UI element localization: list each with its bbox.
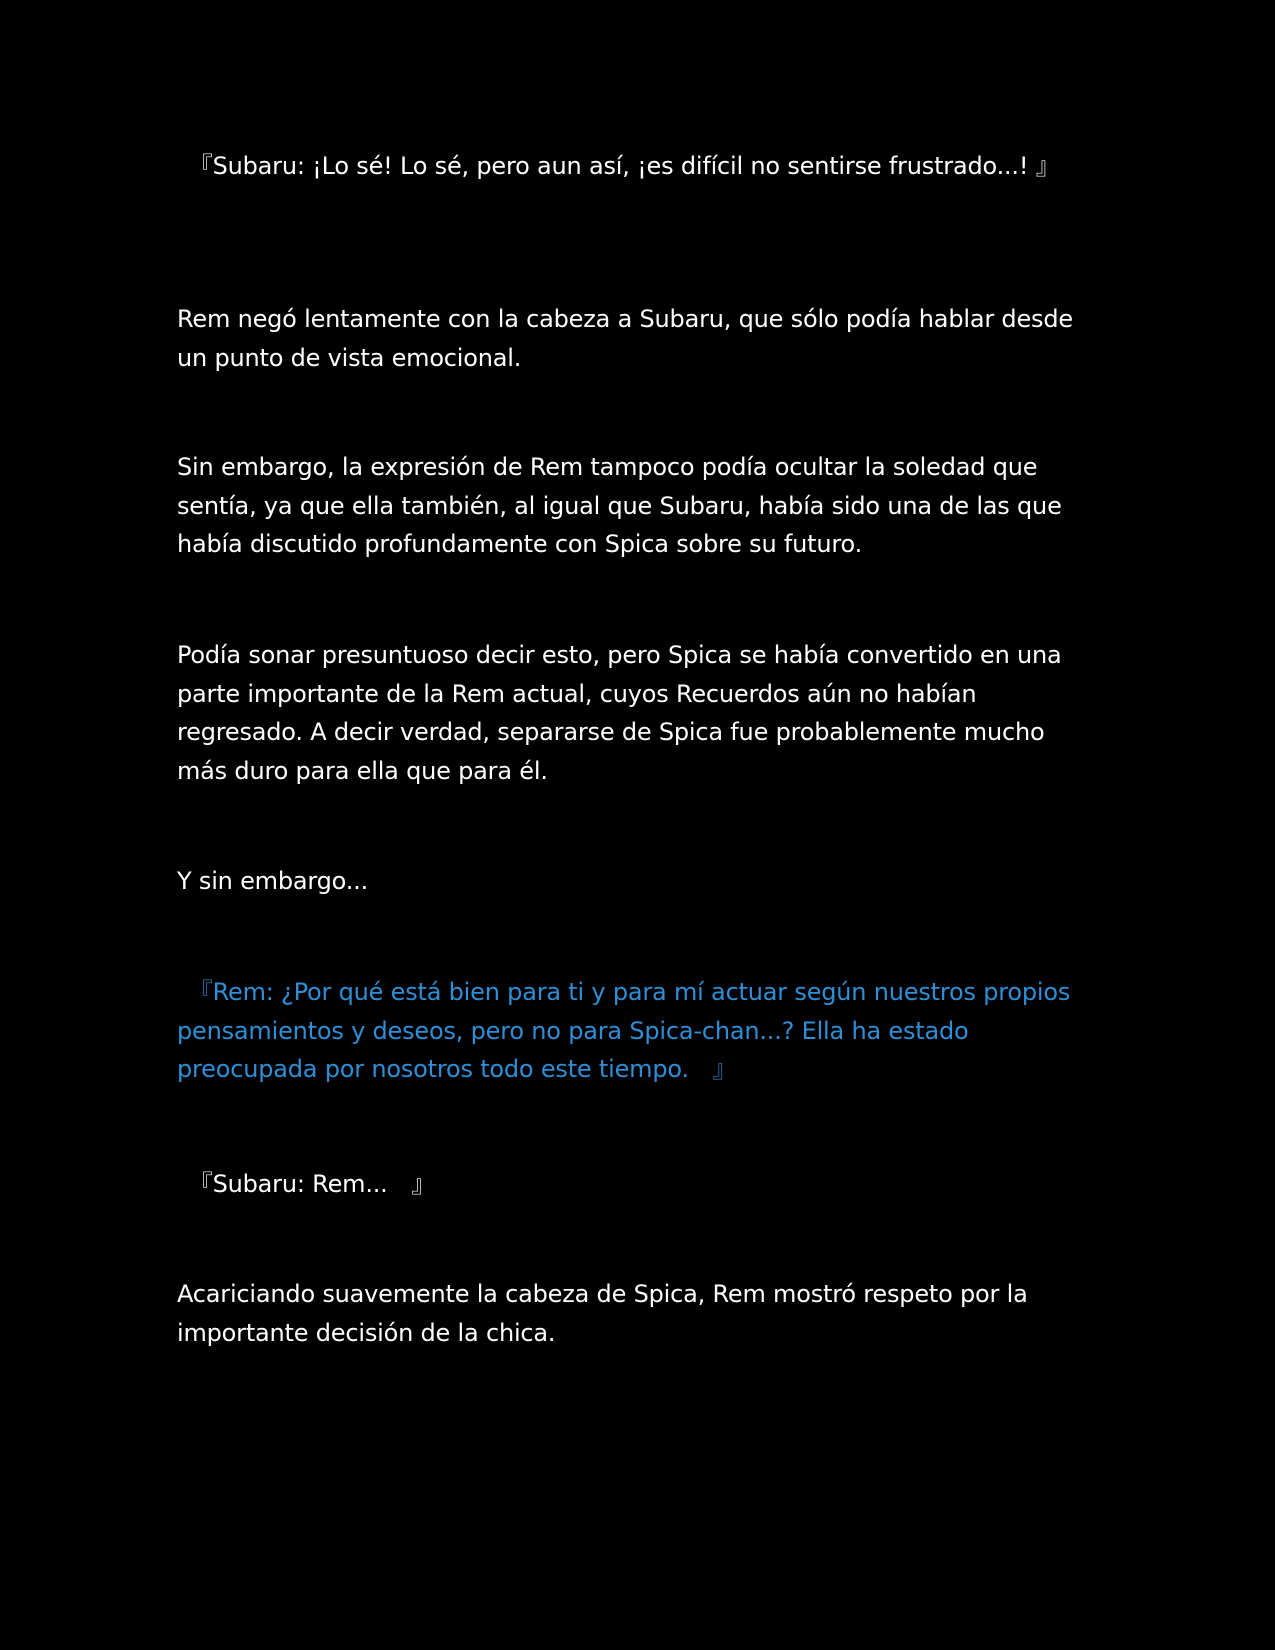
narration-spica-importance: Podía sonar presuntuoso decir esto, pero Spica se había convertido en una parte importante de la Rem actual, cuyos Recuerdos aún no habían regresado. A decir verdad, separarse de Spica fue probablemente mucho más duro para ella que para él. — [177, 641, 1062, 785]
dialogue-rem-question: 『Rem: ¿Por qué está bien para ti y para mí actuar según nuestros propios pensamientos y deseos, pero no para Spica-chan...? Ella ha estado preocupada por nosotros todo este tiempo. 』 — [177, 978, 1071, 1083]
dialogue-subaru-rem: 『Subaru: Rem... 』 — [177, 1170, 436, 1198]
narration-rem-shakes-head: Rem negó lentamente con la cabeza a Subaru, que sólo podía hablar desde un punto de vista emocional. — [177, 305, 1073, 372]
narration-rem-loneliness: Sin embargo, la expresión de Rem tampoco podía ocultar la soledad que sentía, ya que ella también, al igual que Subaru, había sido una de las que había discutido profundamente con Spica sobre su futuro. — [177, 453, 1062, 558]
dialogue-subaru-frustrated: 『Subaru: ¡Lo sé! Lo sé, pero aun así, ¡es difícil no sentirse frustrado...! 』 — [177, 152, 1060, 180]
narration-rem-caresses-spica: Acariciando suavemente la cabeza de Spica, Rem mostró respeto por la importante decisión de la chica. — [177, 1280, 1028, 1347]
narration-and-yet: Y sin embargo... — [177, 867, 369, 895]
